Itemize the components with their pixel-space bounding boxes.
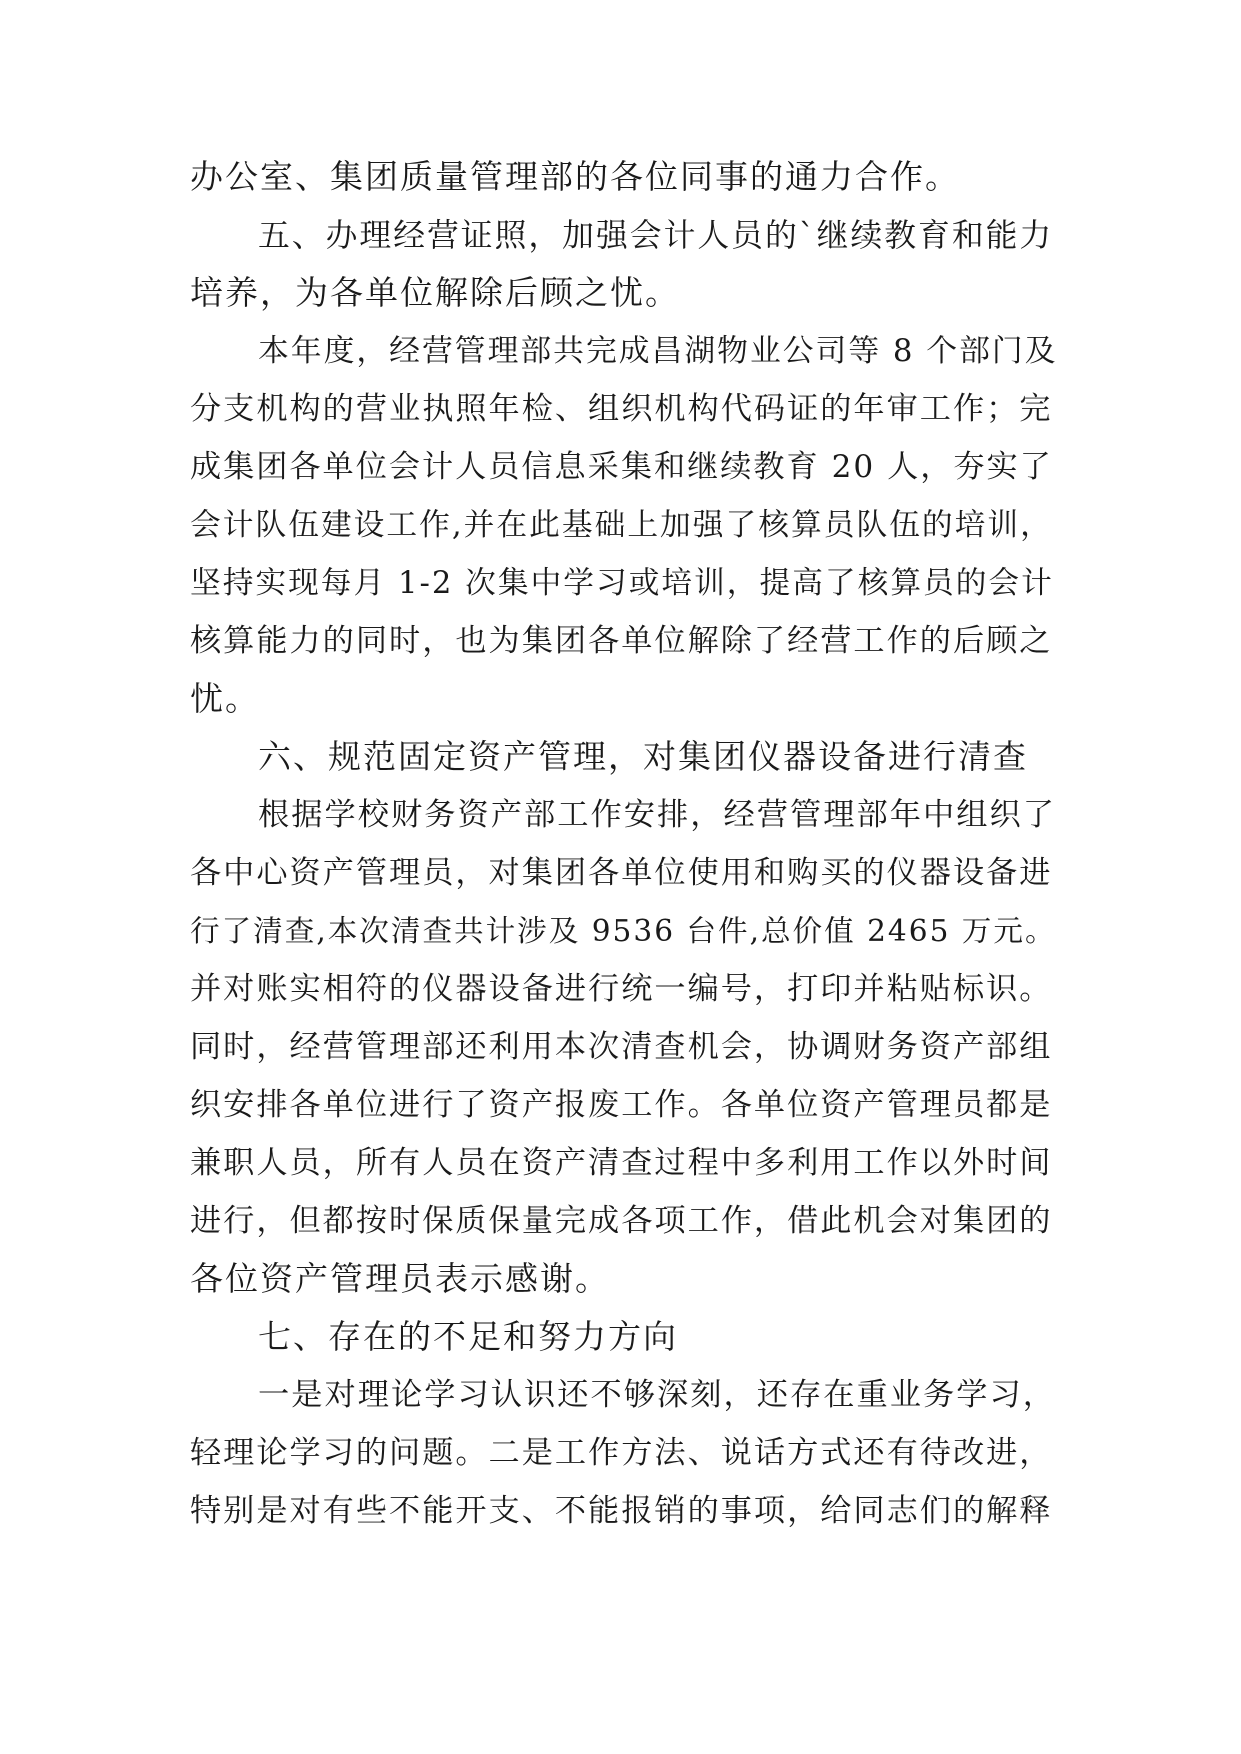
text-line: 进行，但都按时保质保量完成各项工作，借此机会对集团的 (190, 1203, 1053, 1239)
text-line: 根据学校财务资产部工作安排，经营管理部年中组织了 (258, 797, 1056, 833)
text-line: 一是对理论学习认识还不够深刻，还存在重业务学习， (258, 1377, 1056, 1413)
document-body (190, 148, 1058, 1540)
text-line: 同时，经营管理部还利用本次清查机会，协调财务资产部组 (190, 1029, 1053, 1065)
text-line: 并对账实相符的仪器设备进行统一编号，打印并粘贴标识。 (190, 971, 1053, 1007)
text-line: 忧。 (190, 679, 260, 718)
text-line: 各位资产管理员表示感谢。 (190, 1259, 610, 1298)
text-line: 培养，为各单位解除后顾之忧。 (190, 273, 680, 312)
section-heading-5: 五、办理经营证照，加强会计人员的`继续教育和能力 (258, 216, 1054, 254)
text-line: 分支机构的营业执照年检、组织机构代码证的年审工作；完 (190, 391, 1053, 427)
section-heading-7: 七、存在的不足和努力方向 (258, 1317, 678, 1356)
text-line: 核算能力的同时，也为集团各单位解除了经营工作的后顾之 (190, 623, 1053, 659)
text-line: 兼职人员，所有人员在资产清查过程中多利用工作以外时间 (190, 1145, 1053, 1181)
text-line: 坚持实现每月 1-2 次集中学习或培训，提高了核算员的会计 (190, 565, 1054, 601)
text-line: 特别是对有些不能开支、不能报销的事项，给同志们的解释 (190, 1493, 1053, 1529)
text-line: 办公室、集团质量管理部的各位同事的通力合作。 (190, 157, 960, 196)
text-line: 成集团各单位会计人员信息采集和继续教育 20 人，夯实了 (190, 449, 1053, 485)
section-heading-6: 六、规范固定资产管理，对集团仪器设备进行清查 (258, 737, 1028, 776)
text-line: 各中心资产管理员，对集团各单位使用和购买的仪器设备进 (190, 855, 1053, 891)
text-line: 织安排各单位进行了资产报废工作。各单位资产管理员都是 (190, 1087, 1053, 1123)
text-line: 轻理论学习的问题。二是工作方法、说话方式还有待改进， (190, 1435, 1053, 1471)
text-line: 行了清查,本次清查共计涉及 9536 台件,总价值 2465 万元。 (190, 914, 1057, 948)
text-line: 本年度，经营管理部共完成昌湖物业公司等 8 个部门及 (258, 333, 1058, 369)
text-line: 会计队伍建设工作,并在此基础上加强了核算员队伍的培训， (190, 507, 1053, 543)
